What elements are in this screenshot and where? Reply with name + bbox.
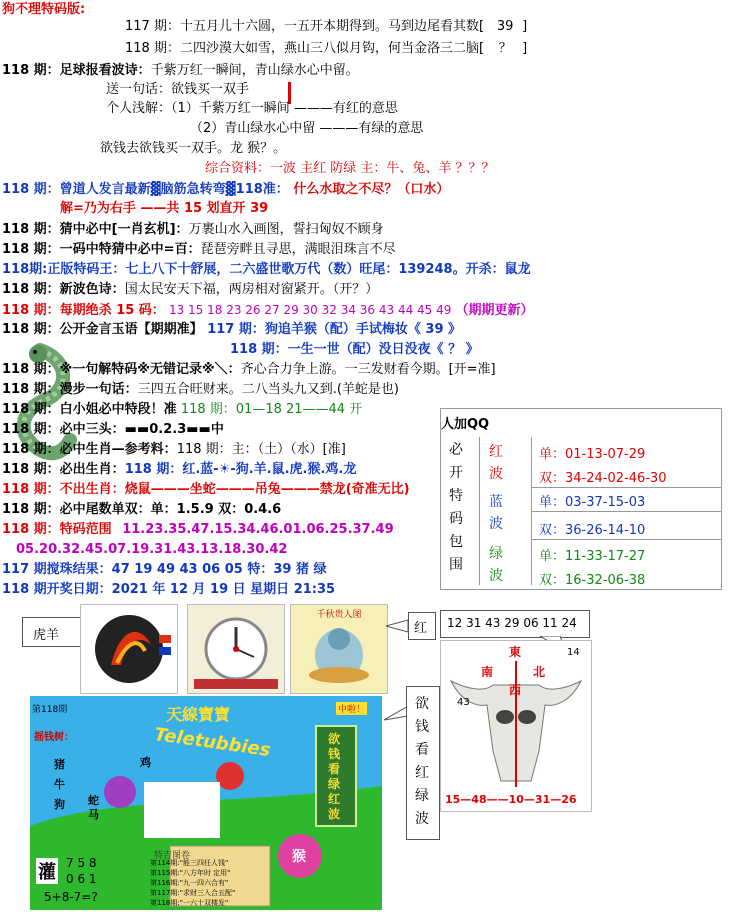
shengxiao-text: 118 期：主：（土）（水）[准]: [176, 442, 346, 457]
skull-bottom: 15—48——10—31—26: [445, 793, 577, 806]
callout-yuqian-char: 绿: [415, 788, 429, 804]
fanwei-label: 118 期：: [2, 522, 60, 537]
xinbo-text: 国太民安天下福，两房相对窗紧开。（开？）: [124, 282, 379, 297]
tele-nums-2: 0 6 1: [66, 872, 97, 886]
manyu-head: 漫步一句话：: [59, 382, 138, 397]
skull-nan: 南: [481, 665, 494, 679]
tele-vert-char: 波: [328, 807, 341, 821]
jiema-text: 齐心合力争上游。一三发财看今期。[开=准]: [240, 362, 496, 377]
tele-animal: 狗: [54, 798, 65, 811]
tele-vert-char: 红: [328, 792, 341, 806]
baixiaojie-line: [2, 401, 362, 419]
qq-bo-green: 绿波: [489, 546, 503, 584]
tele-guan: 灌: [36, 858, 58, 884]
jinyan-head: 公开金言玉语【期期准】: [59, 322, 203, 337]
clock-image: [187, 604, 285, 694]
zengdao-label: 118 期：: [2, 182, 60, 197]
qq-bo-blue: 蓝波: [489, 494, 503, 532]
buchu-line: [2, 481, 410, 499]
tele-vert-char: 看: [328, 762, 341, 776]
buddha-image: [290, 604, 388, 694]
tele-title: 天線寶寶: [166, 705, 231, 724]
jinyan-label: 118 期：: [2, 322, 60, 337]
qq-header: 人加QQ: [441, 417, 490, 432]
skull-xi: 西: [509, 683, 522, 697]
baixiaojie-head: 白小姐必中特段！准: [59, 402, 177, 417]
tiger-goat-image: [80, 604, 178, 694]
tele-vert-char: 欲: [328, 732, 341, 746]
line-117-num: 39: [496, 19, 514, 34]
tele-tree: 摇钱树：: [34, 732, 74, 743]
callout-yuqian-char: 看: [415, 742, 429, 758]
fanwei-nums-1: 11.23.35.47.15.34.46.01.06.25.37.49: [122, 522, 394, 537]
white-blank-box: [144, 782, 220, 838]
page-title: 狗不理特码版:: [2, 2, 86, 17]
yima-text: 琵琶旁畔且寻思，满眼泪珠言不尽: [200, 242, 396, 257]
line-118a: [125, 40, 527, 58]
bichu-text: 118 期：红.蓝-☀-狗.羊.鼠.虎.猴.鸡.龙: [124, 462, 357, 477]
tele-teji: 特吉图卷: [154, 851, 191, 861]
line-118a-text: 118 期：二四沙漠大如雪，燕山三八似月钩，何当金洛三二脑[: [125, 41, 485, 56]
manyu-text: 三四五合旺财来。二八当头九又到.(羊蛇是也): [137, 382, 399, 397]
tele-vert-char: 绿: [328, 777, 341, 791]
qq-side-char: 码: [449, 511, 463, 527]
qq-red-shuang: 双：34-24-02-46-30: [539, 471, 667, 486]
jinyan-line: [2, 321, 461, 339]
line-118a-end: ]: [522, 41, 528, 56]
tele-list-item: 第115期:"八方年时 定用": [150, 869, 231, 877]
jiema-line: [2, 361, 496, 379]
yima-line: [2, 241, 396, 259]
baixiaojie-label: 118 期：: [2, 402, 60, 417]
callout-yuqian-char: 波: [415, 811, 429, 827]
tele-animal: 牛: [54, 778, 65, 791]
qq-blue-shuang: 双：36-26-14-10: [539, 523, 646, 538]
tele-animal: 蛇: [88, 794, 99, 807]
tele-vert: [328, 732, 344, 822]
line-117-end: ]: [522, 19, 528, 34]
jiema-head: ※一句解特码※无错记录※＼：: [59, 362, 241, 377]
manyu-line: [2, 381, 399, 399]
qq-bo-red: 红波: [489, 444, 503, 482]
buchu-label: 118 期：: [2, 482, 60, 497]
santou-line: [2, 421, 224, 439]
jie-line: 解=乃为右手 ——共 15 划直开 39: [60, 201, 269, 216]
callout-yuqian: [406, 686, 440, 840]
callout-numbers-text: 12 31 43 29 06 11 24: [447, 616, 577, 630]
skull-bei: 北: [533, 665, 546, 679]
skull-43: 43: [457, 697, 470, 708]
line-117: [125, 18, 527, 36]
geren-line-1: 个人浅解：（1）千紫万红一瞬间 ———有红的意思: [106, 101, 398, 116]
line-118a-num: ？: [498, 41, 512, 56]
tele-nums-1: 7 5 8: [66, 856, 97, 870]
zengdao-question: 什么水取之不尽？（口水）: [293, 182, 450, 197]
geren-line-2: （2）青山绿水心中留 ———有绿的意思: [190, 121, 424, 136]
jinyan-tail: 117 期：狗追羊猴（配）手试梅妆《 39 》: [207, 322, 462, 337]
xinbo-head: 新波色诗：: [59, 282, 125, 297]
callout-huyang: [22, 617, 88, 647]
qq-green-dan: 单：11-33-17-27: [539, 549, 646, 564]
qq-side: [449, 439, 465, 577]
tele-list-item: 第114期:"能三四任人钱": [150, 859, 229, 867]
football-line: [2, 62, 359, 80]
fanwei-nums-2: 05.20.32.45.07.19.31.43.13.18.30.42: [16, 542, 288, 557]
zhengban-line: 118期:正版特码王：七上八下十舒展，二六盛世歌万代（数）旺尾：139248。开杀：鼠龙: [2, 262, 531, 277]
yima-label: 118 期：: [2, 242, 60, 257]
jaoju-line: 117 期搅珠结果：47 19 49 43 06 05 特：39 猪 绿: [2, 562, 327, 577]
qq-side-char: 必: [449, 442, 463, 458]
caizhong-text: 万裹山水入画图，誓扫匈奴不顾身: [188, 222, 384, 237]
qq-green-shuang: 双：16-32-06-38: [539, 573, 646, 588]
callout-yuqian-char: 钱: [415, 719, 429, 735]
teletubbies-poster: [30, 696, 382, 910]
zengdao-text: 曾道人发言最新▓脑筋急转弯▓118准：: [59, 182, 289, 197]
jueshai-nums: 13 15 18 23 26 27 29 30 32 34 36 43 44 45 49: [168, 303, 452, 317]
tele-hou: 猴: [292, 849, 306, 865]
buchu-text: 烧鼠———坐蛇———吊兔———禁龙(奇准无比): [124, 482, 410, 497]
tele-logo: Teletubbies: [153, 723, 272, 762]
bichu-line: [2, 461, 356, 479]
jueshai-note: （期期更新）: [455, 303, 534, 318]
xinbo-line: [2, 281, 378, 299]
tele-vert-char: 钱: [328, 747, 341, 761]
manyu-label: 118 期：: [2, 382, 60, 397]
shengxiao-line: [2, 441, 346, 459]
zonghe-line: 综合资料：一波 主红 防绿 主：牛、兔、羊 ？？？: [205, 161, 495, 176]
football-head: 足球报看波诗：: [59, 63, 151, 78]
callout-hong: [408, 612, 436, 640]
jiema-label: 118 期：: [2, 362, 60, 377]
tele-list-item: 第118期:"一六十双楼发": [150, 899, 229, 907]
tele-zhongle: 中啦！: [336, 702, 367, 715]
tele-list: [150, 858, 235, 908]
football-text: 千紫万红一瞬间，青山绿水心中留。: [150, 63, 359, 78]
jueshai-line: [2, 301, 534, 320]
bichu-head: 必出生肖：: [59, 462, 125, 477]
caizhong-head: 猜中必中[一肖玄机]：: [59, 222, 189, 237]
qq-box: [440, 408, 722, 590]
qq-side-char: 开: [449, 465, 463, 481]
baixiaojie-text: 118 期：01—18 21——44 开: [180, 402, 363, 417]
football-label: 118 期：: [2, 63, 60, 78]
kaijiang-line: 118 期开奖日期：2021 年 12 月 19 日 星期日 21:35: [2, 582, 336, 597]
skull-14: 14: [567, 647, 580, 658]
weishu-line: 118 期：必中尾数单双：单：1.5.9 双：0.4.6: [2, 502, 282, 517]
santou-text: 必中三头：▬▬0.2.3▬▬中: [59, 422, 224, 437]
tele-animal: 猪: [54, 758, 65, 771]
skull-image: [440, 640, 592, 812]
bichu-label: 118 期：: [2, 462, 60, 477]
fanwei-line: [2, 521, 394, 539]
buddha-caption: 千秋贵人图: [316, 610, 362, 620]
callout-yuqian-char: 欲: [415, 696, 429, 712]
qq-side-char: 特: [449, 488, 463, 504]
yisheng-line: 118 期：一生一世（配）没日没夜《 ？ 》: [230, 342, 479, 357]
callout-huyang-text: 虎羊: [33, 628, 60, 643]
tele-animal: 马: [88, 808, 99, 821]
tele-list-item: 第116期:"九一四六合有": [150, 879, 229, 887]
tele-animal: 鸡: [140, 756, 151, 769]
callout-numbers: [440, 610, 590, 638]
callout-yuqian-char: 红: [415, 765, 429, 781]
qq-red-dan: 单：01-13-07-29: [539, 447, 646, 462]
yuqian-line: 欲钱去欲钱买一双手。龙 猴？。: [100, 141, 287, 156]
yima-head: 一码中特猜中必中=百：: [59, 242, 201, 257]
caizhong-line: [2, 221, 384, 239]
tele-list-item: 第117期:"求财三入合五配": [150, 889, 236, 897]
qq-side-char: 包: [449, 534, 463, 550]
zengdao-line: [2, 181, 449, 199]
tele-issue: 第118期: [32, 705, 68, 715]
shengxiao-head: 必中生肖—参考料：: [59, 442, 177, 457]
skull-dong: 東: [509, 645, 522, 659]
yiju-line: 送一句话：欲钱买一双手: [106, 82, 250, 97]
tele-formula: 5+8-7=?: [44, 890, 98, 904]
caizhong-label: 118 期：: [2, 222, 60, 237]
buchu-head: 不出生肖：: [59, 482, 125, 497]
jueshai-label: 118 期：每期绝杀 15 码：: [2, 303, 165, 318]
line-117-text: 117 期：十五月儿十六圆，一五开本期得到。马到边尾看其数[: [125, 19, 485, 34]
shengxiao-label: 118 期：: [2, 442, 60, 457]
callout-hong-text: 红: [414, 621, 428, 636]
qq-blue-dan: 单：03-37-15-03: [539, 495, 646, 510]
santou-label: 118 期：: [2, 422, 60, 437]
qq-side-char: 围: [449, 557, 463, 573]
xinbo-label: 118 期：: [2, 282, 60, 297]
fanwei-head: 特码范围: [59, 522, 112, 537]
